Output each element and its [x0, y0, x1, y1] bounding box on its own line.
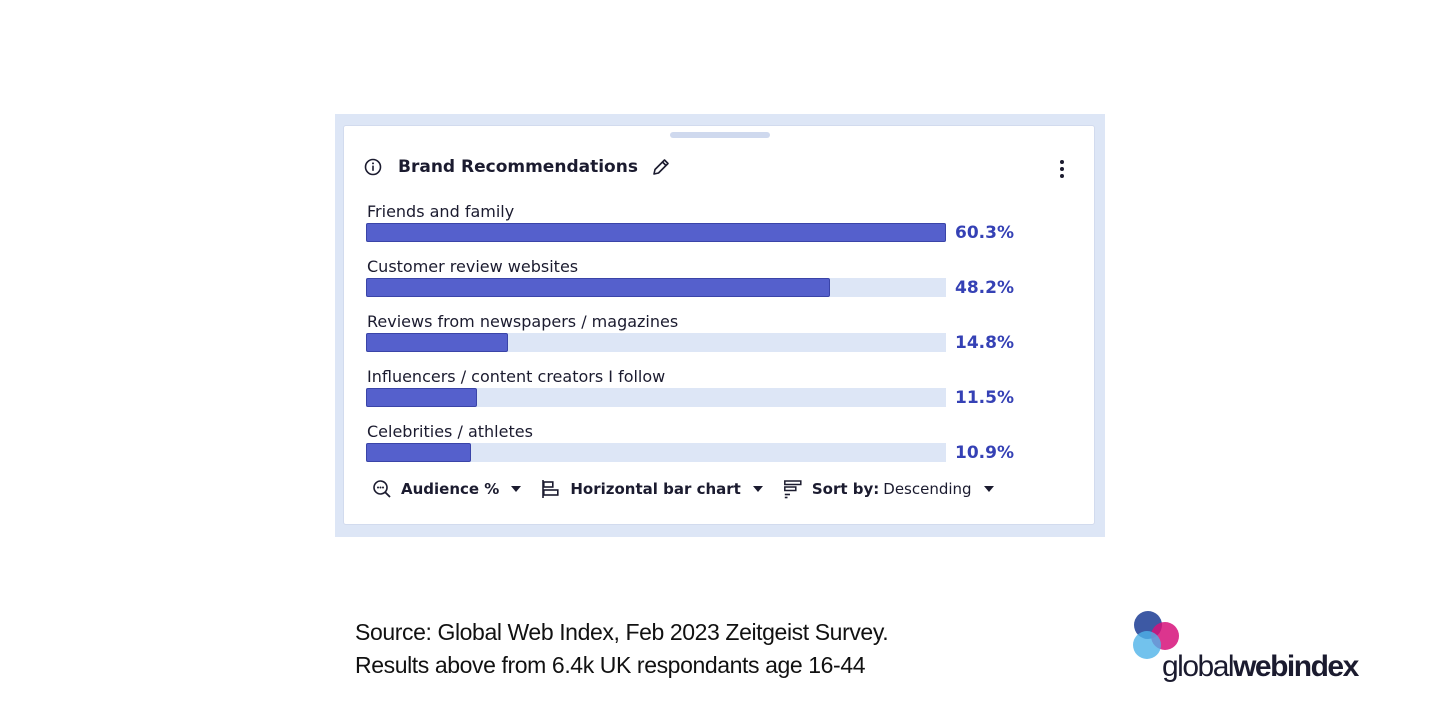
bar-row[interactable]: [366, 202, 1066, 257]
bar-value-label: 60.3%: [955, 223, 1014, 243]
bar-track: [366, 388, 946, 407]
pencil-icon[interactable]: [650, 156, 672, 178]
chart-type-dropdown[interactable]: [541, 479, 763, 499]
widget-title: Brand Recommendations: [398, 157, 638, 177]
bar-row[interactable]: [366, 422, 1066, 477]
bar-value-label: 11.5%: [955, 388, 1014, 408]
bar-label: Celebrities / athletes: [367, 422, 533, 441]
bar-chart-icon: [541, 479, 561, 499]
source-line: Results above from 6.4k UK respondants age 16-44: [355, 652, 866, 678]
sort-dropdown[interactable]: [783, 479, 994, 499]
more-vertical-icon[interactable]: [1058, 158, 1066, 180]
bar-value-label: 10.9%: [955, 443, 1014, 463]
search-metric-icon: [372, 479, 392, 499]
source-line: Source: Global Web Index, Feb 2023 Zeitgeist Survey.: [355, 619, 889, 645]
bar-track: [366, 223, 946, 242]
sort-icon: [783, 479, 803, 499]
bar-value-label: 14.8%: [955, 333, 1014, 353]
widget-header: [364, 154, 672, 180]
widget-controls: [372, 478, 1014, 500]
bar-track: [366, 443, 946, 462]
globalwebindex-logo: [1130, 610, 1390, 690]
brand-recommendations-widget: [343, 125, 1095, 525]
bar-row[interactable]: [366, 257, 1066, 312]
bar-row[interactable]: [366, 367, 1066, 422]
bar-label: Influencers / content creators I follow: [367, 367, 666, 386]
drag-handle[interactable]: [670, 132, 770, 138]
bar-value-label: 48.2%: [955, 278, 1014, 298]
bar[interactable]: [366, 388, 477, 407]
chart-type-label: Horizontal bar chart: [570, 480, 741, 498]
logo-text-bold: webindex: [1233, 650, 1358, 683]
bar-label: Reviews from newspapers / magazines: [367, 312, 679, 331]
metric-dropdown[interactable]: [372, 479, 521, 499]
bar[interactable]: [366, 443, 471, 462]
bar-track: [366, 333, 946, 352]
info-icon[interactable]: [364, 158, 382, 176]
caret-down-icon: [511, 486, 521, 492]
sort-value: Descending: [883, 480, 972, 498]
caret-down-icon: [753, 486, 763, 492]
bar-track: [366, 278, 946, 297]
logo-text-light: global: [1162, 650, 1234, 683]
bar-row[interactable]: [366, 312, 1066, 367]
bar[interactable]: [366, 333, 508, 352]
bar-label: Friends and family: [367, 202, 515, 221]
logo-wordmark: [1162, 650, 1358, 684]
metric-label: Audience %: [401, 480, 500, 498]
sort-label: Sort by:: [811, 480, 880, 498]
bar[interactable]: [366, 223, 946, 242]
bar-chart: [366, 202, 1066, 477]
bar-label: Customer review websites: [367, 257, 579, 276]
caret-down-icon: [984, 486, 994, 492]
bar[interactable]: [366, 278, 830, 297]
source-note: [355, 616, 888, 682]
